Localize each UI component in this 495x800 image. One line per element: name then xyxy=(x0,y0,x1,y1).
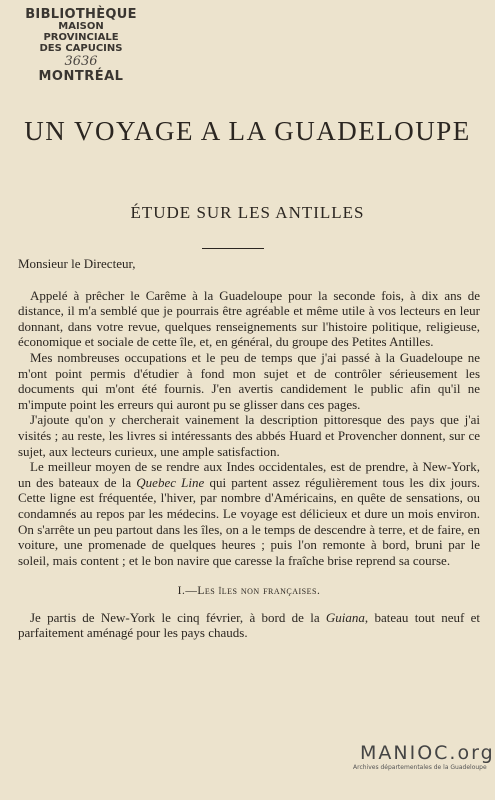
paragraph xyxy=(18,459,480,568)
paragraph xyxy=(18,610,480,641)
page-title: UN VOYAGE A LA GUADELOUPE xyxy=(24,116,471,146)
paragraph-text: , bateau tout neuf et parfaitement aménagé pour les pays chauds. xyxy=(18,609,480,641)
stamp-line: MAISON xyxy=(58,21,104,33)
greeting: Monsieur le Directeur, xyxy=(18,256,136,271)
stamp-call-number: 3636 xyxy=(64,54,98,70)
archive-caption: Archives départementales de la Guadeloupe xyxy=(353,764,487,771)
section-dot: . xyxy=(316,585,321,598)
library-stamp xyxy=(14,8,148,84)
ship-name: Guiana xyxy=(325,609,365,625)
stamp-line: BIBLIOTHÈQUE xyxy=(25,7,137,22)
section-title: Les îles non françaises xyxy=(197,585,317,598)
section-heading xyxy=(18,584,480,600)
paragraph: Mes nombreuses occupations et le peu de temps que j'ai passé à la Guadeloupe ne m'ont point permis d'étudier à fond mon sujet et de contrôler sérieusement les documents qui m'ont été fournis. J'en avertis candidement le public afin qu'il ne m'impute point les erreurs qui auront pu se glisser dans ces pages. xyxy=(18,349,480,412)
manioc-logo: MANIOC.org xyxy=(360,742,495,764)
paragraph: Appelé à prêcher le Carême à la Guadeloupe pour la seconde fois, à dix ans de distance, il m'a semblé que je pourrais être agréable et même utile à vos lecteurs en leur donnant, dans votre revue, quelques renseignements sur l'histoire politique, religieuse, économique et sociale de cette île, et, en général, du groupe des Petites Antilles. xyxy=(18,287,480,350)
paragraph: J'ajoute qu'on y chercherait vainement la description pittoresque des pays que j'ai visités ; au reste, les livres si intéressants des abbés Huard et Provencher donnent, sur ce sujet, aux lecteurs curieux, une ample satisfaction. xyxy=(18,412,480,459)
paragraph-text: Je partis de New-York le cinq février, à bord de la xyxy=(30,609,326,625)
stamp-line: DES CAPUCINS xyxy=(39,42,123,54)
title-divider xyxy=(202,248,264,249)
ship-line-name: Quebec Line xyxy=(136,474,205,490)
stamp-line: MONTRÉAL xyxy=(38,69,124,85)
paragraph-text: Le meilleur moyen de se rendre aux Indes occidentales, est de prendre, à New-York, un des bateaux de la xyxy=(18,459,480,490)
stamp-line: PROVINCIALE xyxy=(43,31,119,43)
paragraph-text: qui partent assez régulièrement tous les dix jours. Cette ligne est fréquentée, l'hiver, par nombre d'Américains, en quête de sensations, ou condamnés au repos par les médecins. Le voyage est délicieux et dure un mois environ. On s'arrête un peu partout dans les îles, on a le temps de descendre à terre, et de faire, en voiture, une promenade de quelques heures ; puis l'on remonte à bord, bruni par le soleil, mais content ; et le bon navire que caresse la fraîche brise reprend sa course. xyxy=(18,474,481,568)
article-body xyxy=(18,256,480,641)
page-subtitle: ÉTUDE SUR LES ANTILLES xyxy=(130,203,365,222)
section-numeral: I.— xyxy=(177,585,198,598)
